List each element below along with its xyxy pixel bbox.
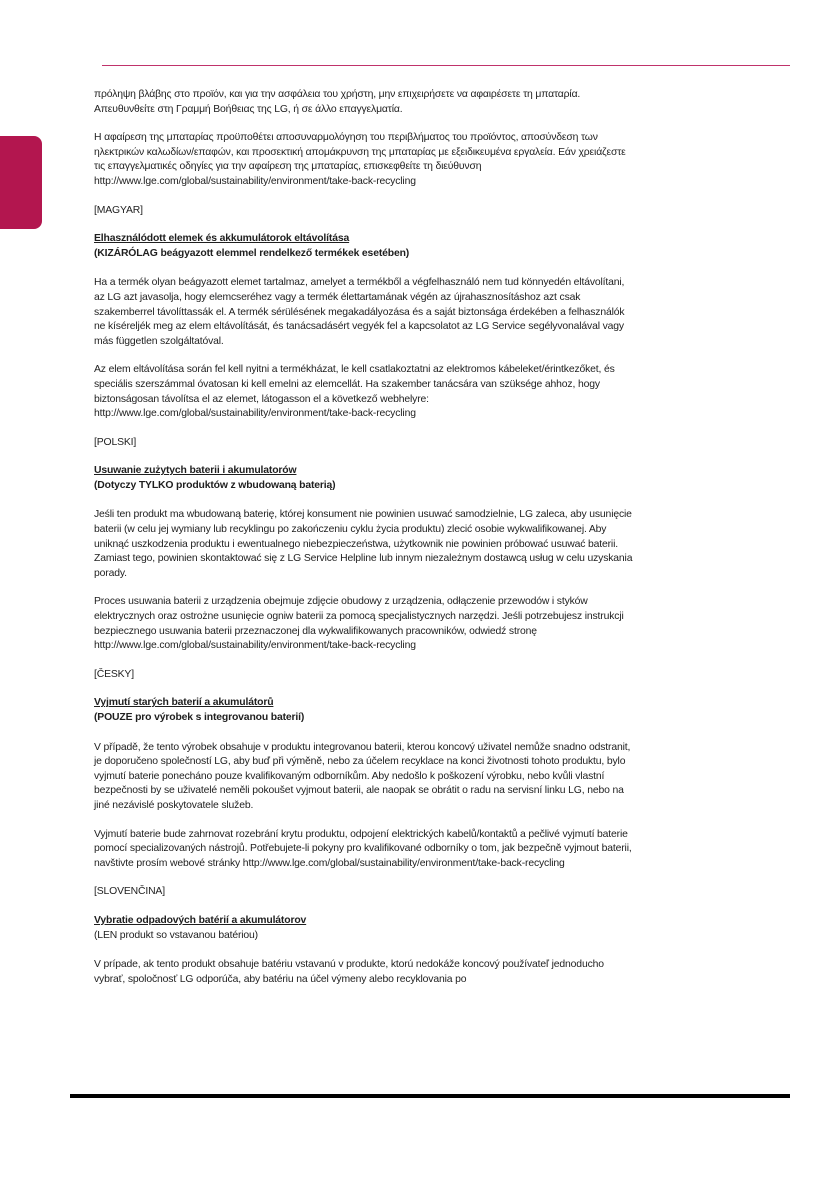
magyar-subtitle: (KIZÁRÓLAG beágyazott elemmel rendelkező termékek esetében) [94, 247, 410, 259]
footer-rule [70, 1094, 790, 1098]
cesky-subtitle: (POUZE pro výrobek s integrovanou baterií) [94, 712, 305, 723]
greek-paragraph-1: πρόληψη βλάβης στο προϊόν, και για την ασφάλεια του χρήστη, μην επιχειρήσετε να αφαιρέσετε τη μπαταρία. Απευθυνθείτε στη Γραμμή Βοήθειας της LG, ή σε άλλο επαγγελματία. [94, 89, 581, 115]
section-tab-marker [0, 136, 42, 229]
polski-paragraph-2: Proces usuwania baterii z urządzenia obejmuje zdjęcie obudowy z urządzenia, odłączenie przewodów i styków elektrycznych oraz ostrożne usunięcie ogniw baterii za pomocą specjalistycznych narzędzi. Jeśli potrzebujesz instrukcji bezpiecznego usuwania baterii przeznaczonej dla wykwalifikowanych pracowników, odwiedź stronę http://www.lge.com/global/sustainability/environment/take-back-recycling [94, 596, 624, 652]
cesky-paragraph-1: V případě, že tento výrobek obsahuje v produktu integrovanou baterii, kterou koncový uživatel nemůže snadno odstranit, je doporučeno společností LG, aby buď při výměně, nebo za účelem recyklace na konci životnosti tohoto produktu, bylo vyjmutí baterie ponecháno pouze kvalifikovaným odborníkům. Aby nedošlo k poškození výrobku, nebo kvůli vlastní bezpečnosti by se uživatelé neměli pokoušet vyjmout baterii, ale naopak se obrátit o radu na servisní linku LG, nebo na jiné nezávislé poskytovatele služeb. [94, 741, 631, 811]
slovencina-heading: [SLOVENČINA] [94, 886, 165, 898]
cesky-title: Vyjmutí starých baterií a akumulátorů [94, 697, 274, 709]
magyar-heading: [MAGYAR] [94, 204, 143, 216]
polski-paragraph-1: Jeśli ten produkt ma wbudowaną baterię, której konsument nie powinien usuwać samodzielnie, LG zaleca, aby usunięcie baterii (w celu jej wymiany lub recyklingu po zakończeniu cyklu życia produktu) zlecić osobie wykwalifikowanej. Aby uniknąć uszkodzenia produktu i ewentualnego niebezpieczeństwa, użytkownik nie powinien próbować usuwać baterii. Zamiast tego, powinien skontaktować się z LG Service Helpline lub innym niezależnym dostawcą usług w celu uzyskania porady. [94, 509, 633, 579]
polski-title: Usuwanie zużytych baterii i akumulatorów [94, 465, 297, 477]
slovencina-title-block [94, 914, 634, 943]
slovencina-paragraph-1: V prípade, ak tento produkt obsahuje batériu vstavanú v produkte, ktorú nedokáže koncový používateľ jednoducho vybrať, spoločnosť LG odporúča, aby batériu na účel výmeny alebo recyklovania po [94, 959, 604, 985]
magyar-paragraph-1: Ha a termék olyan beágyazott elemet tartalmaz, amelyet a termékből a végfelhasználó nem tud könnyedén eltávolítani, az LG azt javasolja, hogy elemcseréhez vagy a termék élettartamának végén az újrahasznosításhoz azt csak szakemberrel távolíttassák el. A termék sérülésének megakadályozása és a saját biztonsága érdekében a felhasználók ne kíséreljék meg az elem eltávolítását, és tanácsadásért vegyék fel a kapcsolatot az LG Service segélyvonalával vagy más független szolgáltatóval. [94, 277, 625, 347]
polski-heading: [POLSKI] [94, 436, 137, 448]
greek-paragraph-2: Η αφαίρεση της μπαταρίας προϋποθέτει αποσυναρμολόγηση του περιβλήματος του προϊόντος, αποσύνδεση των ηλεκτρικών καλωδίων/επαφών, και προσεκτική απομάκρυνση της μπαταρίας με εξειδικευμένα εργαλεία. Εάν χρειάζεστε τις επαγγελματικές οδηγίες για την αφαίρεση της μπαταρίας, επισκεφθείτε τη διεύθυνση http://www.lge.com/global/sustainability/environment/take-back-recycling [94, 132, 626, 187]
slovencina-title: Vybratie odpadových batérií a akumulátorov [94, 914, 307, 926]
polski-title-block [94, 464, 634, 493]
magyar-title-block [94, 232, 634, 261]
magyar-paragraph-2: Az elem eltávolítása során fel kell nyitni a termékházat, le kell csatlakoztatni az elektromos kábeleket/érintkezőket, és speciális szerszámmal óvatosan ki kell emelni az elemcellát. Ha szakember tanácsára van szüksége ahhoz, hogy biztonságosan távolítsa el az elemet, látogasson el a következő webhelyre: http://www.lge.com/global/sustainability/environment/take-back-recycling [94, 364, 615, 420]
cesky-heading: [ČESKY] [94, 668, 134, 680]
header-rule [102, 65, 790, 66]
cesky-title-block [94, 696, 634, 725]
cesky-paragraph-2: Vyjmutí baterie bude zahrnovat rozebrání krytu produktu, odpojení elektrických kabelů/kontaktů a pečlivé vyjmutí baterie pomocí specializovaných nástrojů. Potřebujete-li pokyny pro kvalifikované odborníky o tom, jak bezpečně vyjmout baterii, navštivte prosím webové stránky http://www.lge.com/global/sustainability/environment/take-back-recycling [94, 828, 632, 869]
magyar-title: Elhasználódott elemek és akkumulátorok eltávolítása [94, 233, 350, 245]
document-body [94, 88, 634, 987]
polski-subtitle: (Dotyczy TYLKO produktów z wbudowaną baterią) [94, 479, 336, 491]
slovencina-subtitle: (LEN produkt so vstavanou batériou) [94, 929, 258, 941]
